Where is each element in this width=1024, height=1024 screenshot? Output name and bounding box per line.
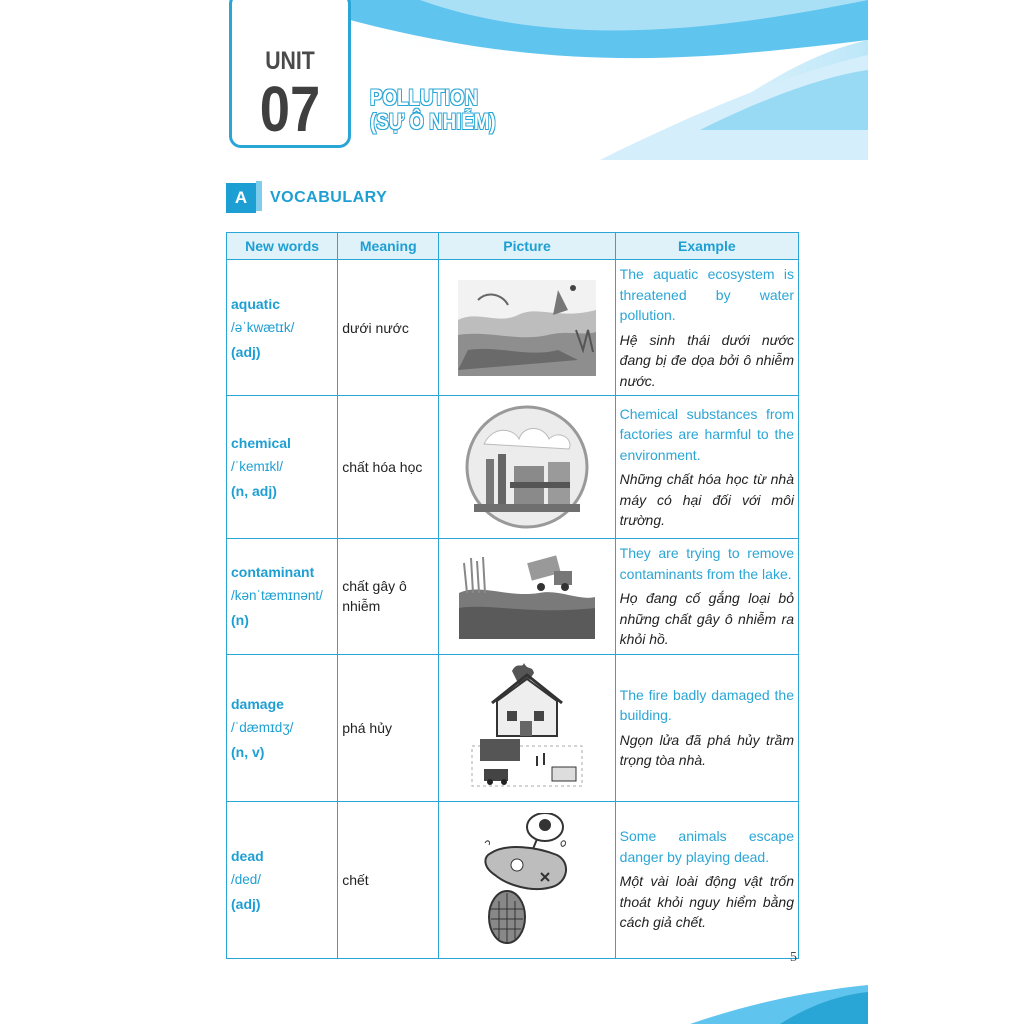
example-english: The aquatic ecosystem is threatened by water pollution. [619, 266, 794, 323]
vocab-word: dead [231, 847, 264, 864]
word-cell [227, 396, 338, 539]
header-new-words: New words [227, 233, 338, 260]
vocab-ipa: /ded/ [231, 871, 262, 887]
vocab-word: chemical [231, 435, 291, 451]
example-cell [615, 654, 798, 801]
vocab-word: damage [231, 695, 284, 712]
section-title: VOCABULARY [270, 189, 388, 206]
example-cell [615, 396, 798, 539]
section-letter: A [226, 183, 256, 213]
table-header-row [227, 233, 799, 260]
example-cell [615, 539, 798, 655]
vocab-ipa: /əˈkwætɪk/ [231, 319, 295, 335]
vocab-ipa: /ˈkemɪkl/ [231, 459, 284, 474]
vocab-pos: (n, adj) [231, 483, 277, 499]
meaning-cell: chết [338, 801, 439, 958]
unit-title-block [370, 86, 496, 134]
vocabulary-table [226, 232, 799, 959]
example-english: Some animals escape danger by playing dead. [619, 828, 794, 865]
unit-title: POLLUTION [370, 85, 479, 110]
picture-cell [439, 654, 615, 801]
example-vietnamese: Ngọn lửa đã phá hủy trầm trọng tòa nhà. [619, 731, 794, 768]
header-example: Example [615, 233, 798, 260]
unit-number: 07 [259, 73, 321, 145]
vocab-pos: (adj) [231, 895, 261, 912]
vocab-pos: (n) [231, 612, 249, 629]
example-english: They are trying to remove contaminants from the lake. [619, 545, 794, 582]
header-meaning: Meaning [338, 233, 439, 260]
factory-smoke-icon [464, 404, 590, 530]
word-cell [227, 539, 338, 655]
dump-truck-waste-icon [459, 553, 595, 639]
meaning-cell: phá hủy [338, 654, 439, 801]
vocab-ipa: /ˈdæmɪdʒ/ [231, 719, 294, 735]
example-english: Chemical substances from factories are harmful to the environment. [619, 405, 794, 463]
word-cell [227, 654, 338, 801]
header-picture: Picture [439, 233, 615, 260]
meaning-cell: dưới nước [338, 260, 439, 396]
section-letter-shade [256, 181, 262, 211]
table-row [227, 396, 799, 539]
example-vietnamese: Những chất hóa học từ nhà máy có hại đối với môi trường. [619, 471, 794, 528]
picture-cell [439, 539, 615, 655]
page-number: 5 [790, 950, 797, 965]
word-cell [227, 260, 338, 396]
vocab-pos: (adj) [231, 343, 261, 360]
picture-cell [439, 801, 615, 958]
word-cell [227, 801, 338, 958]
example-vietnamese: Họ đang cố gắng loại bỏ những chất gây ô nhiễm ra khỏi hồ. [619, 590, 794, 647]
unit-label: UNIT [265, 47, 315, 75]
aquatic-ecosystem-icon [458, 280, 596, 376]
table-row [227, 539, 799, 655]
example-cell [615, 801, 798, 958]
example-vietnamese: Hệ sinh thái dưới nước đang bị đe dọa bởi ô nhiễm nước. [619, 331, 794, 389]
unit-subtitle: (SỰ Ô NHIỄM) [370, 109, 496, 134]
burning-house-icon [462, 661, 592, 795]
vocab-word: aquatic [231, 295, 281, 312]
example-english: The fire badly damaged the building. [619, 686, 794, 723]
vocab-pos: (n, v) [231, 743, 265, 760]
vocab-ipa: /kənˈtæmɪnənt/ [231, 588, 323, 604]
beaver-playing-dead-icon [477, 813, 577, 947]
vocab-word: contaminant [231, 564, 315, 581]
picture-cell [439, 260, 615, 396]
meaning-cell: chất gây ô nhiễm [338, 539, 439, 655]
table-row [227, 801, 799, 958]
example-vietnamese: Một vài loài động vật trốn thoát khỏi nguy hiểm bằng cách giả chết. [619, 873, 794, 931]
unit-badge [229, 0, 351, 148]
table-row [227, 260, 799, 396]
table-row [227, 654, 799, 801]
picture-cell [439, 396, 615, 539]
meaning-cell: chất hóa học [338, 396, 439, 539]
example-cell [615, 260, 798, 396]
